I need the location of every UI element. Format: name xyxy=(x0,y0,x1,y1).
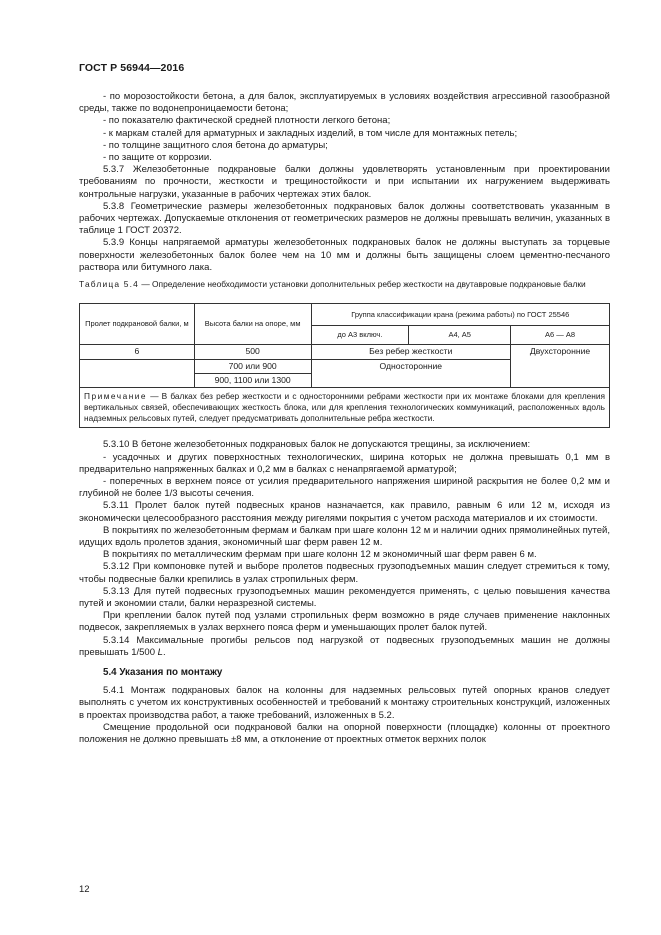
table-header-span: Пролет подкрановой балки, м xyxy=(80,304,195,345)
paragraph: Смещение продольной оси подкрановой балки на опорной поверхности (площадке) колонны от проектного положения не должно превышать ±8 мм, а отклонение от проектных отметок верхних полок xyxy=(79,721,610,746)
table-cell-span xyxy=(80,359,195,388)
clause-5-3-8: 5.3.8 Геометрические размеры железобетонных подкрановых балок должны соответствовать указанным в рабочих чертежах. Допускаемые отклонения от геометрических размеров не должны превышать величин, указанных в таблице 1 ГОСТ 20372. xyxy=(79,200,610,237)
table-header-height: Высота балки на опоре, мм xyxy=(194,304,311,345)
stiffener-table xyxy=(79,303,610,428)
list-item: - по показателю фактической средней плотности легкого бетона; xyxy=(103,115,391,127)
table-subheader-a6-a8: А6 — А8 xyxy=(511,326,610,345)
clause-5-3-14-variable: L xyxy=(157,646,163,658)
list-item: - по защите от коррозии. xyxy=(103,152,212,164)
table-caption xyxy=(79,279,610,290)
table-cell-value: Без ребер жесткости xyxy=(311,345,511,359)
clause-5-3-11: 5.3.11 Пролет балок путей подвесных кранов назначается, как правило, равным 6 или 12 м, исходя из экономически целесообразного расстояния между ригелями покрытия с учетом расхода материалов и их стоимости. xyxy=(79,500,610,524)
list-item: - по морозостойкости бетона, а для балок, эксплуатируемых в условиях воздействия агрессивной газообразной среды, также по водонепроницаемости бетона; xyxy=(79,91,610,115)
table-cell-value: Односторонние xyxy=(311,359,511,388)
paragraph: При креплении балок путей под узлами стропильных ферм возможно в ряде случаев применение наклонных подвесок, закрепляемых в узлах верхнего пояса ферм и уменьшающих пролет балок путей. xyxy=(79,610,610,634)
clause-5-3-9: 5.3.9 Концы напрягаемой арматуры железобетонных подкрановых балок не должны выступать за торцевые поверхности железобетонных балок более чем на 10 мм и должны быть защищены слоем цементно-песчаного раствора или битумного лака. xyxy=(79,237,610,273)
table-caption-text: — Определение необходимости установки дополнительных ребер жесткости на двутавровые подкрановые балки xyxy=(139,279,586,290)
table-cell-height: 700 или 900 xyxy=(194,359,311,373)
paragraph: В покрытиях по металлическим фермам при шаге колонн 12 м экономичный шаг ферм равен 6 м. xyxy=(103,549,537,561)
table-cell-value: Двухсторонние xyxy=(511,345,610,388)
document-header: ГОСТ Р 56944—2016 xyxy=(79,62,185,74)
page-number: 12 xyxy=(79,884,90,895)
table-caption-label: Таблица 5.4 xyxy=(79,279,140,290)
clause-5-3-13: 5.3.13 Для путей подвесных грузоподъемных машин рекомендуется применять, с целью повышения качества путей и экономии стали, балки неразрезной системы. xyxy=(79,585,610,609)
table-cell-height: 900, 1100 или 1300 xyxy=(194,374,311,388)
list-item: - по толщине защитного слоя бетона до арматуры; xyxy=(103,139,328,151)
table-header-crane-group: Группа классификации крана (режима работы) по ГОСТ 25546 xyxy=(311,304,610,326)
document-body xyxy=(79,91,610,746)
clause-5-3-14-end: . xyxy=(162,646,166,658)
list-item: - к маркам сталей для арматурных и закладных изделий, в том числе для монтажных петель; xyxy=(103,127,518,139)
table-subheader-a3: до А3 включ. xyxy=(311,326,409,345)
clause-5-3-12: 5.3.12 При компоновке путей и выборе пролетов подвесных грузоподъемных машин следует стремиться к тому, чтобы подвесные балки крепились в узлах стропильных ферм. xyxy=(79,561,610,585)
list-item: - поперечных в верхнем поясе от усилия предварительного напряжения шириной раскрытия не более 0,2 мм и глубиной не более 1/3 высоты сечения. xyxy=(79,475,610,500)
table-note xyxy=(80,388,610,428)
paragraph: В покрытиях по железобетонным фермам и балкам при шаге колонн 12 м и наличии одних прямолинейных путей, идущих вдоль пролетов здания, экономичный шаг ферм равен 12 м. xyxy=(79,524,610,548)
table-cell-span: 6 xyxy=(80,345,195,359)
table-cell-height: 500 xyxy=(194,345,311,359)
section-heading-5-4: 5.4 Указания по монтажу xyxy=(103,667,223,678)
clause-5-3-7: 5.3.7 Железобетонные подкрановые балки должны удовлетворять установленным при проектировании требованиям по прочности, жесткости и трещиностойкости и при испытании их нагружением выдерживать контрольные нагрузки, указанные в рабочих чертежах этих балок. xyxy=(79,164,610,200)
table-note-text: — В балках без ребер жесткости и с односторонними ребрами жесткости при их монтаже блоками для крепления вертикальных связей, обеспечивающих жесткость блока, или для крепления технологических коммуникаций, расположенных вдоль надземных рельсовых путей, следует предусматривать дополнительные ребра жесткости. xyxy=(84,391,605,424)
table-note-label: Примечание xyxy=(84,391,148,402)
clause-5-3-10: 5.3.10 В бетоне железобетонных подкрановых балок не допускаются трещины, за исключением: xyxy=(103,439,531,451)
clause-5-3-14 xyxy=(79,635,610,659)
table-subheader-a4-a5: А4, А5 xyxy=(409,326,511,345)
list-item: - усадочных и других поверхностных технологических, ширина которых не должна превышать 0,1 мм в предварительно напряженных балках и 0,2 мм в балках с ненапрягаемой арматурой; xyxy=(79,451,610,475)
clause-5-3-14-text: 5.3.14 Максимальные прогибы рельсов под нагрузкой от подвесных грузоподъемных машин не должны превышать 1/500 xyxy=(79,634,610,658)
clause-5-4-1: 5.4.1 Монтаж подкрановых балок на колонны для надземных рельсовых путей опорных кранов следует выполнять с учетом их конструктивных особенностей и требований к монтажу строительных конструкций, изложенных в проектах производства работ, а также требований, изложенных в 5.2. xyxy=(79,685,610,721)
